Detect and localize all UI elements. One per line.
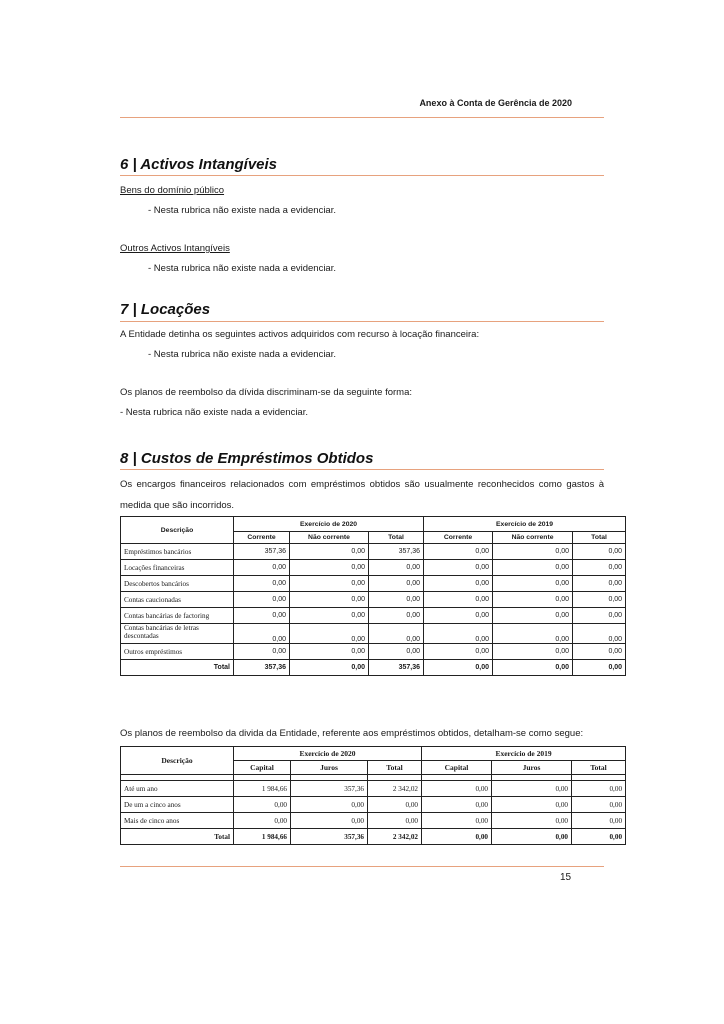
page-number: 15 (560, 872, 572, 883)
row-label: Empréstimos bancários (121, 544, 234, 560)
table-row (121, 608, 626, 624)
row-label: Descobertos bancários (121, 576, 234, 592)
row-label: Contas caucionadas (121, 592, 234, 608)
table2-year-2019-header: Exercício de 2019 (422, 747, 626, 761)
total-value: 0,00 (573, 660, 626, 676)
cell-value: 0,00 (291, 813, 368, 829)
table-row (121, 576, 626, 592)
header-rule (120, 117, 604, 118)
cell-value: 0,00 (573, 624, 626, 644)
section-8-rule (120, 469, 604, 470)
cell-value: 0,00 (234, 797, 291, 813)
cell-value: 0,00 (424, 644, 493, 660)
table1-year-2019-header: Exercício de 2019 (424, 517, 626, 532)
table1-description-header: Descrição (121, 517, 234, 544)
table-row (121, 813, 626, 829)
cell-value: 0,00 (290, 576, 369, 592)
cell-value: 0,00 (572, 797, 626, 813)
section-7-item-2: - Nesta rubrica não existe nada a evidenciar. (120, 407, 308, 418)
total-label: Total (121, 829, 234, 845)
section-7-intro: A Entidade detinha os seguintes activos adquiridos com recurso à locação financeira: (120, 329, 480, 340)
cell-value: 0,00 (424, 544, 493, 560)
table2-col-header: Juros (291, 761, 368, 775)
cell-value: 0,00 (492, 781, 572, 797)
section-7-rule (120, 321, 604, 322)
table2-col-header: Total (368, 761, 422, 775)
section-7-title: 7 | Locações (120, 301, 211, 318)
cell-value: 0,00 (493, 624, 573, 644)
cell-value: 0,00 (493, 644, 573, 660)
cell-value: 357,36 (291, 781, 368, 797)
table1-col-header: Total (369, 532, 424, 544)
table-row (121, 624, 626, 644)
footer-rule (120, 866, 604, 867)
table-total-row (121, 660, 626, 676)
cell-value: 0,00 (493, 560, 573, 576)
cell-value: 0,00 (290, 608, 369, 624)
table1-col-header: Corrente (234, 532, 290, 544)
table-row (121, 560, 626, 576)
document-header-title: Anexo à Conta de Gerência de 2020 (419, 98, 572, 108)
row-label (121, 624, 234, 644)
total-value: 0,00 (572, 829, 626, 845)
section-8-paragraph-2: Os planos de reembolso da divida da Entidade, referente aos empréstimos obtidos, detalham-se como segue: (120, 728, 584, 739)
table-row (121, 797, 626, 813)
cell-value: 0,00 (234, 644, 290, 660)
cell-value: 0,00 (493, 544, 573, 560)
table1-col-header: Total (573, 532, 626, 544)
cell-value: 2 342,02 (368, 781, 422, 797)
row-label-line-1: Contas bancárias de letras (124, 624, 199, 632)
repayment-plan-table (120, 746, 626, 845)
table2-description-header: Descrição (121, 747, 234, 775)
total-value: 0,00 (493, 660, 573, 676)
table-row (121, 544, 626, 560)
cell-value: 0,00 (234, 624, 290, 644)
table2-year-2020-header: Exercício de 2020 (234, 747, 422, 761)
row-label: Mais de cinco anos (121, 813, 234, 829)
cell-value: 0,00 (424, 592, 493, 608)
section-6-title: 6 | Activos Intangíveis (120, 156, 278, 173)
table-total-row (121, 829, 626, 845)
cell-value: 0,00 (572, 813, 626, 829)
total-value: 357,36 (234, 660, 290, 676)
cell-value: 0,00 (291, 797, 368, 813)
cell-value: 0,00 (424, 624, 493, 644)
table-row (121, 592, 626, 608)
total-value: 0,00 (424, 660, 493, 676)
table2-col-header: Capital (234, 761, 291, 775)
row-label: Contas bancárias de factoring (121, 608, 234, 624)
cell-value: 0,00 (493, 592, 573, 608)
cell-value: 0,00 (493, 608, 573, 624)
cell-value: 0,00 (290, 544, 369, 560)
cell-value: 0,00 (422, 813, 492, 829)
cell-value: 0,00 (369, 560, 424, 576)
cell-value: 0,00 (290, 592, 369, 608)
cell-value: 0,00 (234, 813, 291, 829)
row-label: Até um ano (121, 781, 234, 797)
cell-value: 0,00 (492, 797, 572, 813)
total-value: 357,36 (369, 660, 424, 676)
cell-value: 0,00 (424, 608, 493, 624)
cell-value: 0,00 (234, 576, 290, 592)
row-label: Locações financeiras (121, 560, 234, 576)
cell-value: 0,00 (369, 576, 424, 592)
section-8-title: 8 | Custos de Empréstimos Obtidos (120, 450, 374, 467)
total-value: 357,36 (291, 829, 368, 845)
section-6-rule (120, 175, 604, 176)
cell-value: 0,00 (492, 813, 572, 829)
total-value: 0,00 (290, 660, 369, 676)
total-value: 1 984,66 (234, 829, 291, 845)
total-value: 0,00 (492, 829, 572, 845)
table1-col-header: Corrente (424, 532, 493, 544)
row-label-line-2: descontadas (124, 632, 159, 640)
table2-col-header: Total (572, 761, 626, 775)
row-label: De um a cinco anos (121, 797, 234, 813)
total-value: 2 342,02 (368, 829, 422, 845)
cell-value: 0,00 (369, 624, 424, 644)
cell-value: 357,36 (234, 544, 290, 560)
section-7-item-1: - Nesta rubrica não existe nada a evidenciar. (148, 349, 336, 360)
cell-value: 0,00 (369, 592, 424, 608)
cell-value: 0,00 (369, 608, 424, 624)
table2-col-header: Capital (422, 761, 492, 775)
cell-value: 0,00 (424, 560, 493, 576)
cell-value: 0,00 (290, 644, 369, 660)
cell-value: 0,00 (573, 644, 626, 660)
section-6-subheading-2: Outros Activos Intangíveis (120, 243, 230, 254)
cell-value: 0,00 (422, 781, 492, 797)
table-row (121, 644, 626, 660)
cell-value: 0,00 (368, 813, 422, 829)
borrowings-costs-table (120, 516, 626, 676)
section-6-item-1: - Nesta rubrica não existe nada a evidenciar. (148, 205, 336, 216)
total-label: Total (121, 660, 234, 676)
cell-value: 0,00 (573, 544, 626, 560)
cell-value: 357,36 (369, 544, 424, 560)
cell-value: 0,00 (290, 624, 369, 644)
cell-value: 0,00 (368, 797, 422, 813)
table1-col-header: Não corrente (290, 532, 369, 544)
cell-value: 0,00 (234, 608, 290, 624)
table1-col-header: Não corrente (493, 532, 573, 544)
cell-value: 0,00 (573, 592, 626, 608)
section-6-item-2: - Nesta rubrica não existe nada a evidenciar. (148, 263, 336, 274)
cell-value: 0,00 (234, 592, 290, 608)
section-8-paragraph: Os encargos financeiros relacionados com empréstimos obtidos são usualmente reconhecidos como gastos à medida que são incorridos. (120, 479, 604, 511)
cell-value: 1 984,66 (234, 781, 291, 797)
section-6-subheading-1: Bens do domínio público (120, 185, 225, 196)
cell-value: 0,00 (493, 576, 573, 592)
table1-year-2020-header: Exercício de 2020 (234, 517, 424, 532)
cell-value: 0,00 (369, 644, 424, 660)
cell-value: 0,00 (573, 576, 626, 592)
cell-value: 0,00 (572, 781, 626, 797)
table2-col-header: Juros (492, 761, 572, 775)
row-label: Outros empréstimos (121, 644, 234, 660)
total-value: 0,00 (422, 829, 492, 845)
section-7-paragraph-2: Os planos de reembolso da dívida discriminam-se da seguinte forma: (120, 387, 413, 398)
cell-value: 0,00 (290, 560, 369, 576)
cell-value: 0,00 (573, 608, 626, 624)
cell-value: 0,00 (422, 797, 492, 813)
cell-value: 0,00 (573, 560, 626, 576)
cell-value: 0,00 (234, 560, 290, 576)
table-row (121, 781, 626, 797)
cell-value: 0,00 (424, 576, 493, 592)
